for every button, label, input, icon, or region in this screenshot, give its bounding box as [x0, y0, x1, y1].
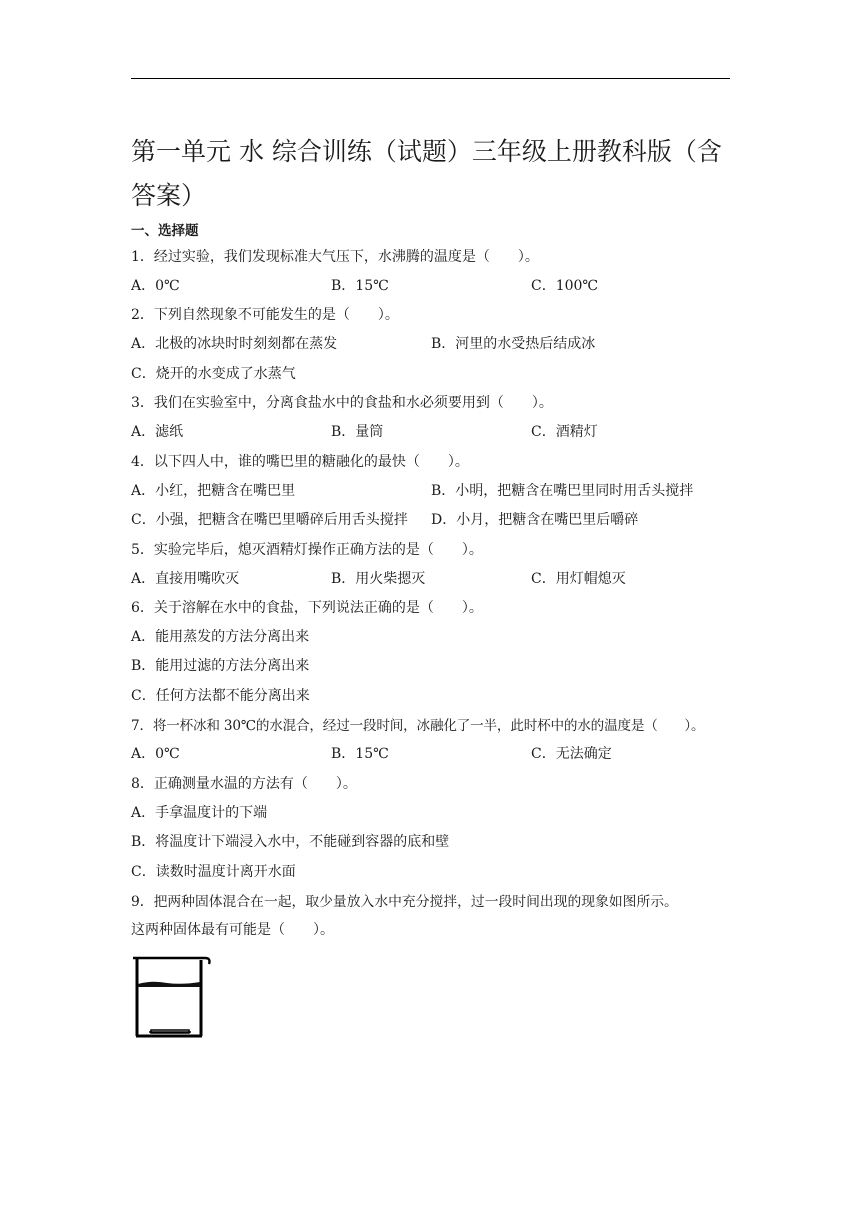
question-8: 8．正确测量水温的方法有（ ）。	[131, 776, 357, 792]
q7-option-a: A．0℃	[131, 746, 180, 762]
q6-option-b: B．能用过滤的方法分离出来	[131, 658, 310, 674]
q7-option-c: C．无法确定	[531, 746, 612, 762]
question-4: 4．以下四人中，谁的嘴巴里的糖融化的最快（ ）。	[131, 454, 469, 470]
question-9: 9．把两种固体混合在一起，取少量放入水中充分搅拌，过一段时间出现的现象如图所示。	[131, 894, 678, 910]
question-9-continued: 这两种固体最有可能是（ ）。	[131, 922, 334, 938]
q3-option-c: C．酒精灯	[531, 424, 598, 440]
question-1: 1．经过实验，我们发现标准大气压下，水沸腾的温度是（ ）。	[131, 249, 539, 265]
q8-option-c: C．读数时温度计离开水面	[131, 864, 296, 880]
q3-option-a: A．滤纸	[131, 424, 184, 440]
question-5: 5．实验完毕后，熄灭酒精灯操作正确方法的是（ ）。	[131, 542, 483, 558]
q6-option-a: A．能用蒸发的方法分离出来	[131, 629, 310, 645]
q1-option-a: A．0℃	[131, 278, 180, 294]
q1-option-c: C．100℃	[531, 278, 599, 294]
question-2: 2．下列自然现象不可能发生的是（ ）。	[131, 307, 399, 323]
q3-option-b: B．量筒	[331, 424, 384, 440]
beaker-figure	[127, 952, 213, 1042]
q4-option-a: A．小红，把糖含在嘴巴里	[131, 483, 296, 499]
q4-option-d: D．小月，把糖含在嘴巴里后嚼碎	[431, 512, 639, 528]
question-6: 6．关于溶解在水中的食盐，下列说法正确的是（ ）。	[131, 600, 483, 616]
q4-option-b: B．小明，把糖含在嘴巴里同时用舌头搅拌	[431, 483, 694, 499]
question-3: 3．我们在实验室中，分离食盐水中的食盐和水必须要用到（ ）。	[131, 395, 553, 411]
q5-option-a: A．直接用嘴吹灭	[131, 571, 240, 587]
q8-option-a: A．手拿温度计的下端	[131, 805, 268, 821]
q6-option-c: C．任何方法都不能分离出来	[131, 688, 310, 704]
header-rule	[131, 78, 730, 79]
section-heading: 一、选择题	[131, 223, 199, 239]
q2-option-a: A．北极的冰块时时刻刻都在蒸发	[131, 336, 338, 352]
q2-option-c: C．烧开的水变成了水蒸气	[131, 366, 296, 382]
document-title: 第一单元 水 综合训练（试题）三年级上册教科版（含答案）	[131, 137, 722, 210]
q5-option-c: C．用灯帽熄灭	[531, 571, 626, 587]
question-7: 7．将一杯冰和 30℃的水混合，经过一段时间，冰融化了一半，此时杯中的水的温度是（ ）。	[131, 718, 705, 734]
q1-option-b: B．15℃	[331, 278, 389, 294]
q2-option-b: B．河里的水受热后结成冰	[431, 336, 596, 352]
q7-option-b: B．15℃	[331, 746, 389, 762]
q5-option-b: B．用火柴摁灭	[331, 571, 426, 587]
q4-option-c: C．小强，把糖含在嘴巴里嚼碎后用舌头搅拌	[131, 512, 408, 528]
q8-option-b: B．将温度计下端浸入水中，不能碰到容器的底和壁	[131, 834, 450, 850]
